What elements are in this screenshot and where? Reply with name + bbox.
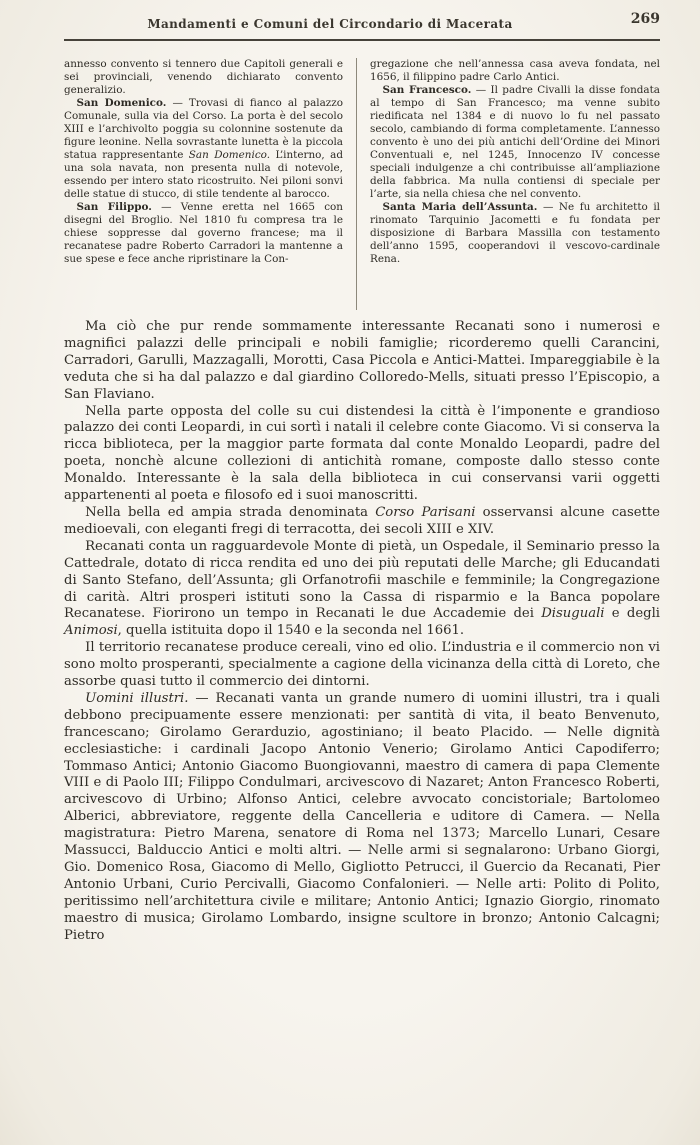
main-text bbox=[64, 319, 660, 945]
column-left bbox=[64, 58, 343, 310]
page-header bbox=[64, 13, 660, 33]
column-right bbox=[370, 58, 660, 310]
body-paragraph: Uomini illustri. — Recanati vanta un grande numero di uomini illustri, tra i quali debbono precipuamente essere menzionati: per santità di vita, il beato Benvenuto, francescano; Girolamo Gerarduzio, agostiniano; il beato Placido. — Nelle dignità ecclesiastiche: i cardinali Jacopo Antonio Venerio; Girolamo Antici Capodiferro; Tommaso Antici; Antonio Giacomo Buongiovanni, maestro di camera di papa Clemente VIII e di Paolo III; Filippo Condulmari, arcivescovo di Nazaret; Anton Francesco Roberti, arcivescovo di Urbino; Alfonso Antici, celebre avvocato concistoriale; Bartolomeo Alberici, abbreviatore, reggente della Cancelleria e uditore di Camera. — Nella magistratura: Pietro Marena, senatore di Roma nel 1373; Marcello Lunari, Cesare Massucci, Balduccio Antici e molti altri. — Nelle armi si segnalarono: Urbano Giorgi, Gio. Domenico Rosa, Giacomo di Mello, Gigliotto Petrucci, il Guercio da Recanati, Pier Antonio Urbani, Curio Percivalli, Giacomo Confalonieri. — Nelle arti: Polito di Polito, peritissimo nell’architettura civile e militare; Antonio Antici; Ignazio Giorgio, rinomato maestro di musica; Girolamo Lombardo, insigne scultore in bronzo; Antonio Calcagni; Pietro bbox=[64, 690, 660, 943]
body-paragraph: Recanati conta un ragguardevole Monte di pietà, un Ospedale, il Seminario presso la Cattedrale, dotato di ricca rendita ed uno dei più reputati delle Marche; gli Educandati di Santo Stefano, dell’Assunta; gli Orfanotrofii maschile e femminile; la Congregazione di carità. Altri prosperi istituti sono la Cassa di risparmio e la Banca popolare Recanatese. Fiorirono un tempo in Recanati le due Accademie dei Disuguali e degli Animosi, quella istituita dopo il 1540 e la seconda nel 1661. bbox=[64, 538, 661, 639]
page-number: 269 bbox=[630, 11, 660, 27]
header-rule bbox=[64, 39, 660, 41]
column-paragraph: San Francesco. — Il padre Civalli la disse fondata al tempo di San Francesco; ma venne subito riedificata nel 1384 e di nuovo lo fu nel passato secolo, cambiando di forma completamente. L’annesso convento è uno dei più antichi dell’Ordine dei Minori Conventuali e, nel 1245, Innocenzo IV concesse speciali indulgenze a chi contribuisse all’ampliazione della fabbrica. Ma nulla contiensi di speciale per l’arte, sia nella chiesa che nel convento. bbox=[370, 84, 660, 200]
column-paragraph: Santa Maria dell’Assunta. — Ne fu architetto il rinomato Tarquinio Jacometti e fu fondata per disposizione di Barbara Massilla con testamento dell’anno 1595, cooperandovi il vescovo-cardinale Rena. bbox=[370, 201, 660, 265]
body-paragraph: Nella bella ed ampia strada denominata Corso Parisani osservansi alcune casette medioevali, con eleganti fregi di terracotta, dei secoli XIII e XIV. bbox=[64, 504, 660, 537]
column-paragraph: San Filippo. — Venne eretta nel 1665 con disegni del Broglio. Nel 1810 fu compresa tra le chiese soppresse dal governo francese; ma il recanatese padre Roberto Carradori la mantenne a sue spese e fece anche ripristinare la Con- bbox=[64, 201, 343, 265]
column-divider bbox=[356, 58, 357, 310]
two-column-section bbox=[64, 58, 660, 310]
column-paragraph: gregazione che nell’annessa casa aveva fondata, nel 1656, il filippino padre Carlo Antici. bbox=[370, 58, 660, 83]
body-paragraph: Nella parte opposta del colle su cui distendesi la città è l’imponente e grandioso palazzo dei conti Leopardi, in cui sortì i natali il celebre conte Giacomo. Vi si conserva la ricca biblioteca, per la maggior parte formata dal conte Monaldo Leopardi, padre del poeta, nonchè alcune collezioni di antichità romane, composte dallo stesso conte Monaldo. Interessante è la sala della biblioteca in cui conservansi varii oggetti appartenenti al poeta e filosofo ed i suoi manoscritti. bbox=[64, 403, 660, 504]
running-title: Mandamenti e Comuni del Circondario di Macerata bbox=[147, 17, 513, 31]
column-paragraph: annesso convento si tennero due Capitoli generali e sei provinciali, venendo dichiarato convento generalizio. bbox=[64, 58, 343, 96]
body-paragraph: Ma ciò che pur rende sommamente interessante Recanati sono i numerosi e magnifici palazzi delle principali e nobili famiglie; ricorderemo quelli Carancini, Carradori, Garulli, Mazzagalli, Morotti, Casa Piccola e Antici-Mattei. Impareggiabile è la veduta che si ha dal palazzo e dal giardino Colloredo-Mells, situati presso l’Episcopio, a San Flaviano. bbox=[64, 319, 660, 402]
body-paragraph: Il territorio recanatese produce cereali, vino ed olio. L’industria e il commercio non vi sono molto prosperanti, specialmente a cagione della vicinanza della città di Loreto, che assorbe quasi tutto il commercio dei dintorni. bbox=[64, 640, 660, 690]
running-title-wrap bbox=[64, 13, 660, 32]
column-paragraph: San Domenico. — Trovasi di fianco al palazzo Comunale, sulla via del Corso. La porta è del secolo XIII e l’archivolto poggia su colonnine sostenute da figure leonine. Nella sovrastante lunetta è la piccola statua rappresentante San Domenico. L’interno, ad una sola navata, non presenta nulla di notevole, essendo per intero stato ricostruito. Nei piloni sonvi delle statue di stucco, di stile tendente al barocco. bbox=[64, 97, 344, 200]
